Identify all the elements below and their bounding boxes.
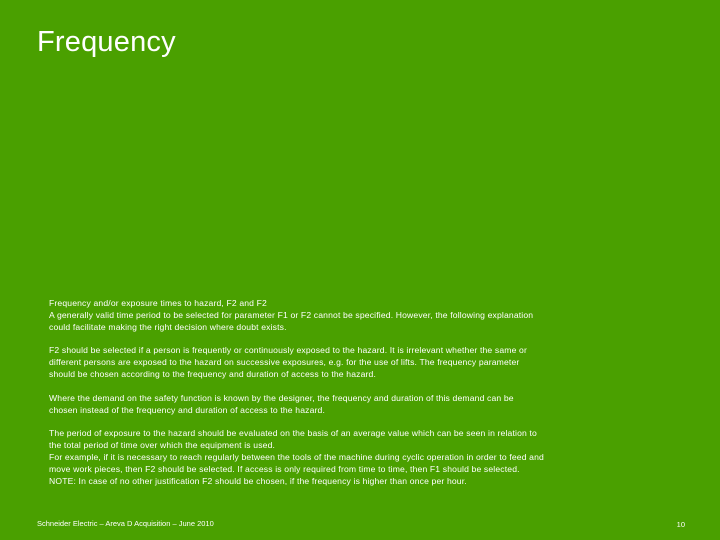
paragraph-line: A generally valid time period to be selected for parameter F1 or F2 cannot be specified. However, the following explanation could facilitate making the right decision where doubt exists. bbox=[49, 309, 534, 332]
paragraph-3 bbox=[49, 393, 544, 417]
paragraph-line: Frequency and/or exposure times to hazard, F2 and F2 bbox=[49, 298, 267, 308]
paragraph-1 bbox=[49, 298, 544, 333]
slide-body bbox=[49, 298, 544, 499]
paragraph-2 bbox=[49, 345, 544, 380]
footer-text: Schneider Electric – Areva D Acquisition – June 2010 bbox=[37, 519, 214, 528]
paragraph-line: The period of exposure to the hazard should be evaluated on the basis of an average value which can be seen in relation to the total period of time over which the equipment is used. bbox=[49, 428, 537, 451]
paragraph-line: F2 should be selected if a person is frequently or continuously exposed to the hazard. It is irrelevant whether the same or different persons are exposed to the hazard on successive exposures, e.g. for the use of lifts. The frequency parameter should be chosen according to the frequency and duration of access to the hazard. bbox=[49, 345, 527, 379]
slide-title: Frequency bbox=[37, 26, 176, 58]
paragraph-line: NOTE: In case of no other justification F2 should be chosen, if the frequency is higher than once per hour. bbox=[49, 475, 467, 486]
page-number: 10 bbox=[676, 520, 685, 529]
paragraph-line: Where the demand on the safety function is known by the designer, the frequency and duration of this demand can be chosen instead of the frequency and duration of access to the hazard. bbox=[49, 392, 514, 415]
paragraph-4 bbox=[49, 428, 544, 487]
paragraph-line: For example, if it is necessary to reach regularly between the tools of the machine during cyclic operation in order to feed and move work pieces, then F2 should be selected. If access is only required from time to time, then F1 should be selected. bbox=[49, 451, 544, 474]
